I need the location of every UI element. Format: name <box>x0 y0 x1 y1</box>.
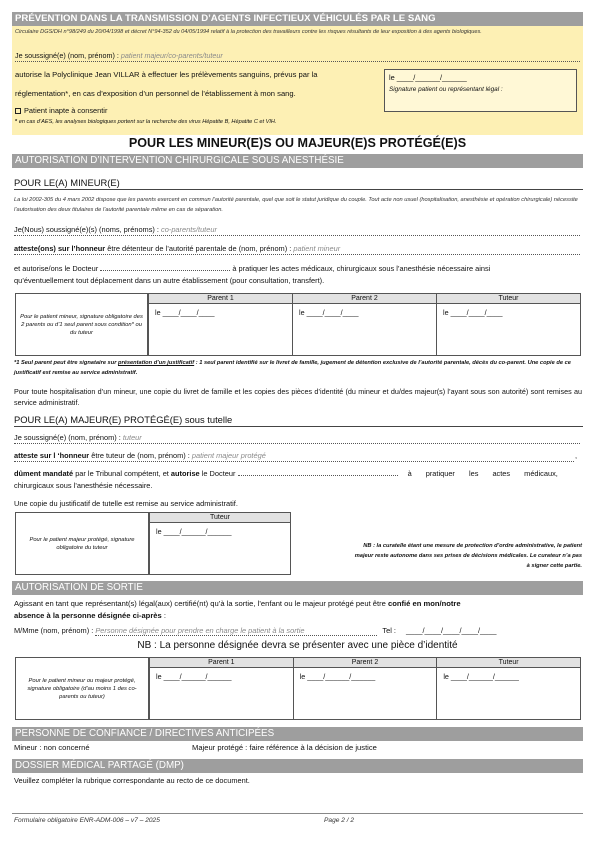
maj-atteste-input[interactable]: patient majeur protégé <box>191 451 266 460</box>
aes-footnote: * en cas d’AES, les analyses biologiques portent sur la recherche des virus Hépatite B, Hépatite C et VIH. <box>15 119 277 125</box>
autorise-line1: autorise la Polyclinique Jean VILLAR à effectuer les prélèvements sanguins, prévus par la <box>15 70 318 79</box>
single-parent-note <box>14 358 582 378</box>
minor-cell-tuteur[interactable] <box>437 304 581 356</box>
prevention-signature-box[interactable] <box>384 69 577 112</box>
sortie-mme-label: M/Mme (nom, prénom) : <box>14 626 94 635</box>
mandate-bold2: autorise <box>170 469 200 478</box>
prevention-title: PRÉVENTION DANS LA TRANSMISSION D’AGENTS INFECTIEUX VÉHICULÉS PAR LE SANG <box>12 12 583 26</box>
docteur-line <box>14 264 580 273</box>
minor-date-tuteur[interactable]: le ____/____/____ <box>443 308 503 317</box>
footer-page-number: Page 2 / 2 <box>324 817 355 824</box>
minor-date-parent1[interactable]: le ____/____/____ <box>155 308 215 317</box>
atteste-input[interactable]: patient mineur <box>293 244 341 253</box>
prevention-soussigne-line <box>15 51 580 62</box>
sortie-line2 <box>14 611 582 620</box>
minor-table-side-text: Pour le patient mineur, signature obligatoire des 2 parents ou d’1 seul parent sous condition* ou du tuteur <box>20 313 143 336</box>
nous-soussignes-input[interactable]: co-parents/tuteur <box>161 225 217 234</box>
sortie-tel-label: Tel : <box>382 626 396 635</box>
confiance-majeur: Majeur protégé : faire référence à la décision de justice <box>192 743 377 752</box>
footer-divider <box>12 813 583 814</box>
sortie-line2-end: : <box>161 611 166 620</box>
minor-header-parent2: Parent 2 <box>293 294 437 304</box>
major-heading: POUR LE(A) MAJEUR(E) PROTÉGÉ(E) sous tutelle <box>14 414 583 427</box>
maj-soussigne-input[interactable]: tuteur <box>122 433 142 442</box>
sortie-line2-bold: absence à la personne désignée ci-après <box>14 611 162 620</box>
docteur-input[interactable] <box>100 270 230 271</box>
hospit-text: Pour toute hospitalisation d’un mineur, une copie du livret de famille et les copies des pièces d’identité (du mineur et du/des majeur(s) l’ayant sous son autorité) sont remises au service administratif. <box>14 387 582 407</box>
mandate-line2: chirurgicaux sous l’anesthésie nécessaire. <box>14 481 153 490</box>
minor-signature-table <box>148 293 581 356</box>
auth-chir-title: AUTORISATION D’INTERVENTION CHIRURGICALE SOUS ANESTHÉSIE <box>12 154 583 168</box>
prevention-soussigne-input[interactable]: patient majeur/co-parents/tuteur <box>120 51 223 60</box>
mandate-rest2: le Docteur <box>199 469 236 478</box>
minor-header-parent1: Parent 1 <box>149 294 293 304</box>
sortie-cell-parent1[interactable] <box>150 668 294 720</box>
main-title: POUR LES MINEUR(E)S OU MAJEUR(E)S PROTÉGÉ(E)S <box>128 136 467 150</box>
mandate-bold: dûment mandaté <box>14 469 74 478</box>
sortie-signature-table <box>149 657 581 720</box>
sortie-table-side <box>15 657 149 720</box>
maj-soussigne-line <box>14 433 580 444</box>
prevention-section <box>12 12 583 135</box>
note-part1: *1 Seul parent peut être signataire sur <box>14 360 118 366</box>
sortie-header-parent2: Parent 2 <box>293 658 437 668</box>
nous-soussignes-line <box>14 225 580 236</box>
tutor-date[interactable]: le ____/______/______ <box>156 527 232 536</box>
mandate-docteur-input[interactable] <box>238 475 398 476</box>
sortie-cell-parent2[interactable] <box>293 668 437 720</box>
sortie-line1-start: Agissant en tant que représentant(s) légal(aux) certifié(nt) qu’à la sortie, l’enfant ou le majeur protégé peut être <box>14 599 388 608</box>
mandate-line <box>14 469 580 478</box>
prevention-sig-label: Signature patient ou représentant légal : <box>389 86 503 93</box>
footer-form-ref: Formulaire obligatoire ENR-ADM-006 – v7 – 2025 <box>14 817 160 824</box>
mandate-rest1: par le Tribunal compétent, et <box>73 469 171 478</box>
minor-heading: POUR LE(A) MINEUR(E) <box>14 177 583 190</box>
sortie-date-tuteur[interactable]: le ____/______/______ <box>443 672 519 681</box>
autorise-line2: réglementation*, en cas d’exposition d’un personnel de l’établissement à mon sang. <box>15 89 296 98</box>
sortie-tel-input[interactable]: ____/____/____/____/____ <box>406 626 497 635</box>
sortie-nb: NB : La personne désignée devra se présenter avec une pièce d’identité <box>137 640 458 651</box>
copie-tutelle: Une copie du justificatif de tutelle est remise au service administratif. <box>14 499 238 508</box>
tutor-signature-table <box>149 512 291 575</box>
dmp-text: Veuillez compléter la rubrique correspondante au recto de ce document. <box>14 776 250 785</box>
maj-soussigne-label: Je soussigné(e) (nom, prénom) : <box>14 433 121 442</box>
sortie-line1-bold: confié en mon/notre <box>388 599 461 608</box>
maj-atteste-rest: être tuteur de (nom, prénom) : <box>89 451 190 460</box>
mandate-end: à pratiquer les actes médicaux, <box>407 469 558 478</box>
docteur-start: et autorise/ons le Docteur <box>14 264 99 273</box>
tutor-cell[interactable] <box>150 523 291 575</box>
sortie-person-input[interactable]: Personne désignée pour prendre en charge le patient à la sortie <box>95 626 377 636</box>
aes-footnote-text: en cas d’AES, les analyses biologiques portent sur la recherche des virus Hépatite B, Hépatite C et VIH. <box>18 119 277 125</box>
nb-curatelle: NB : la curatelle étant une mesure de protection d’ordre administrative, le patient majeur reste autonome dans ses prises de décisions médicales. Le curateur n’a pas à signer cette partie. <box>354 543 582 569</box>
atteste-bold: atteste(ons) sur l’honneur <box>14 244 106 253</box>
nous-soussignes-label: Je(Nous) soussigné(e)(s) (noms, prénoms) : <box>14 225 159 234</box>
maj-atteste-bold: atteste sur l ‘honneur <box>14 451 90 460</box>
sortie-table-side-text: Pour le patient mineur ou majeur protégé, signature obligatoire (d’au moins 1 des co-parents ou tuteur) <box>27 677 137 700</box>
tutor-table-side-text: Pour le patient majeur protégé, signature obligatoire du tuteur <box>29 536 135 551</box>
sortie-cell-tuteur[interactable] <box>437 668 581 720</box>
sortie-person-line <box>14 626 582 636</box>
sortie-header-tuteur: Tuteur <box>437 658 581 668</box>
sortie-title: AUTORISATION DE SORTIE <box>12 581 583 595</box>
sortie-header-parent1: Parent 1 <box>150 658 294 668</box>
tutor-header: Tuteur <box>150 513 291 523</box>
docteur-end: à pratiquer les actes médicaux, chirurgicaux sous l’anesthésie nécessaire ainsi <box>232 264 491 273</box>
maj-atteste-comma: , <box>575 451 578 460</box>
minor-date-parent2[interactable]: le ____/____/____ <box>299 308 359 317</box>
inapte-checkbox-row[interactable] <box>15 106 107 115</box>
minor-cell-parent2[interactable] <box>293 304 437 356</box>
atteste-line <box>14 244 580 255</box>
minor-cell-parent1[interactable] <box>149 304 293 356</box>
circulaire-text: Circulaire DGS/DH n°98/249 du 20/04/1998 et décret N°94-352 du 04/05/1994 relatif à la protection des travailleurs contre les risques résultants de leur exposition à des agents biologiques. <box>15 29 482 35</box>
law-text: La loi 2002-305 du 4 mars 2002 dispose que les parents exercent en commun l’autorité parentale, quel que soit le statut juridique du couple. Tout acte non usuel (hospitalisation, anesthésie et opération chirurgicale) nécessite l’autorisation des deux titulaires de l’autorité parentale même en cas de séparation. <box>14 197 578 213</box>
confiance-mineur: Mineur : non concerné <box>14 743 90 752</box>
sortie-date-parent2[interactable]: le ____/______/______ <box>299 672 376 681</box>
sortie-date-parent1[interactable]: le ____/______/______ <box>156 672 232 681</box>
inapte-checkbox[interactable] <box>15 108 21 114</box>
dmp-title: DOSSIER MÉDICAL PARTAGÉ (DMP) <box>12 759 583 773</box>
maj-atteste-line <box>14 451 574 462</box>
note-underline: présentation d’un justificatif <box>118 360 195 366</box>
prevention-soussigne-label: Je soussigné(e) (nom, prénom) : <box>15 51 119 60</box>
deplacement-line: qu’éventuellement tout déplacement dans un autre établissement (pour consultation, transfert). <box>14 276 325 285</box>
atteste-rest: être détenteur de l’autorité parentale de (nom, prénom) : <box>105 244 292 253</box>
minor-table-side <box>15 293 148 356</box>
inapte-label: Patient inapte à consentir <box>24 106 108 115</box>
prevention-sig-date[interactable]: le ____/______/______ <box>389 73 467 82</box>
confiance-title: PERSONNE DE CONFIANCE / DIRECTIVES ANTICIPÉES <box>12 727 583 741</box>
note-part2: : 1 seul parent identifié sur le livret de famille, jugement de détention exclusive de l’autorité parentale, décès du co-parent. Une copie de ce justificatif est remise au service administratif. <box>14 360 571 376</box>
minor-header-tuteur: Tuteur <box>437 294 581 304</box>
sortie-line1 <box>14 599 582 608</box>
tutor-table-side <box>15 512 149 575</box>
